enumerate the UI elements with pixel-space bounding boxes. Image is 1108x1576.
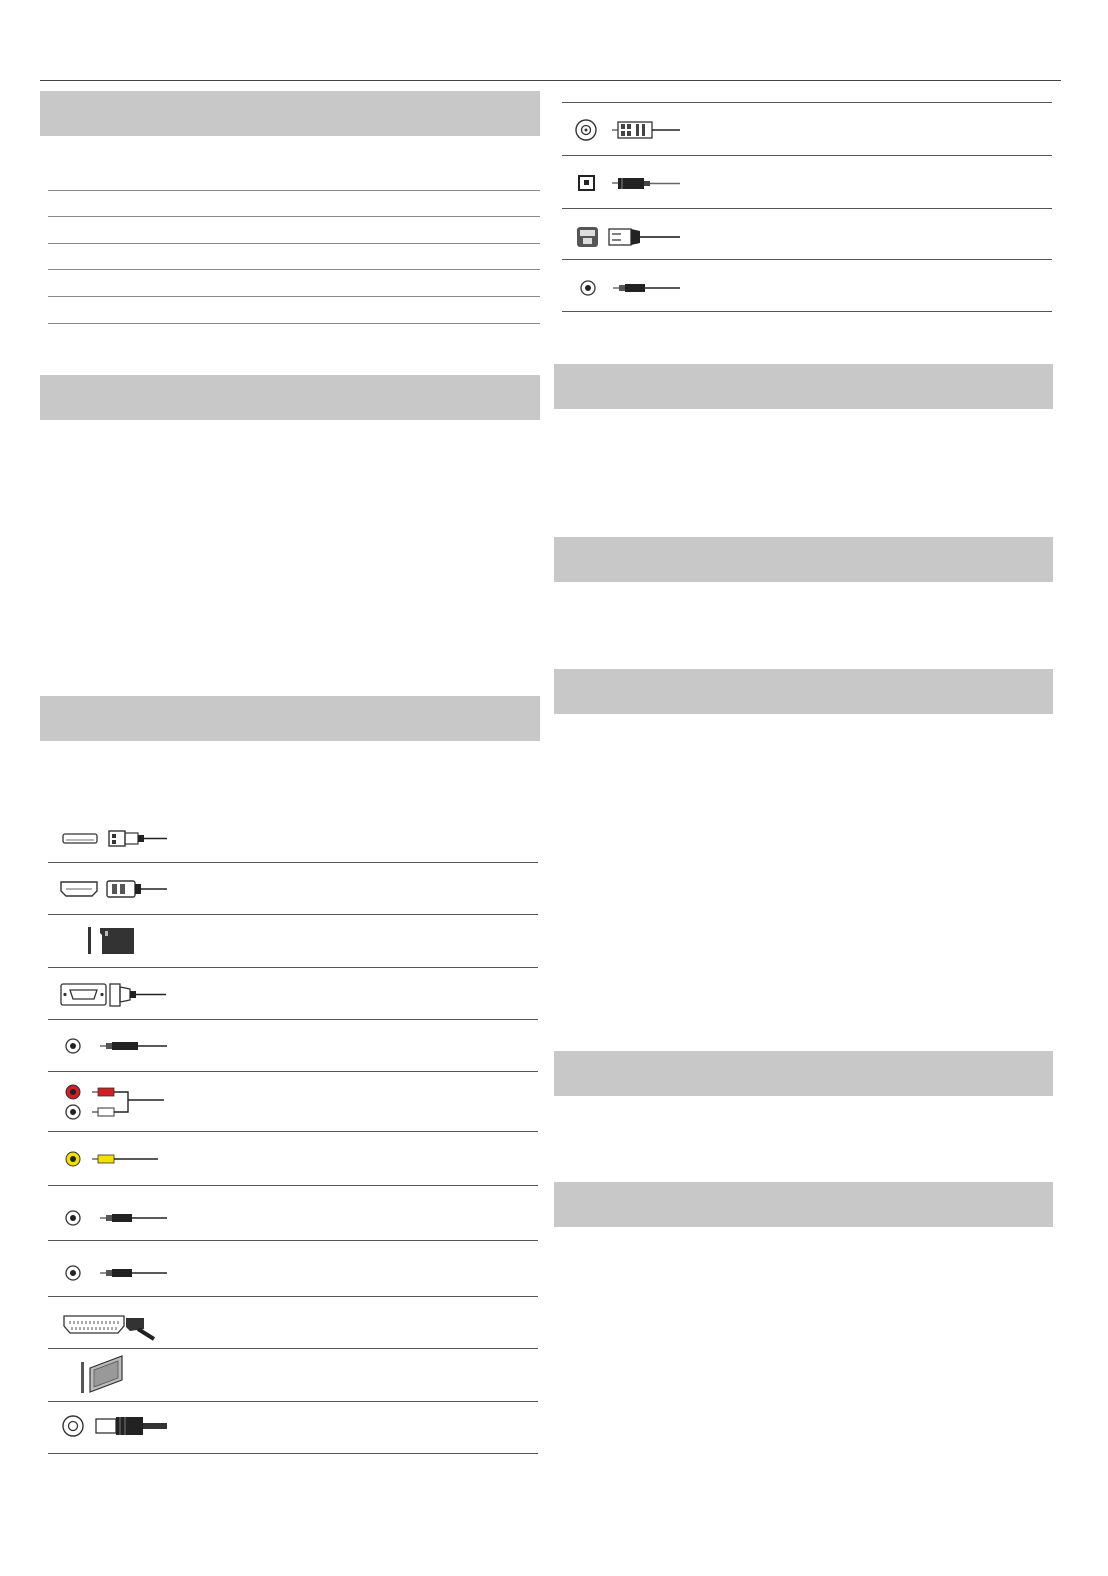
page-top-rule — [40, 80, 1061, 81]
optical-audio-icon — [578, 174, 688, 194]
audio-jack-icon — [64, 1209, 174, 1229]
table-divider — [562, 102, 1052, 103]
section-header-band-3 — [40, 696, 540, 741]
table-divider — [48, 296, 540, 297]
table-divider — [48, 1071, 538, 1072]
table-divider — [48, 1019, 538, 1020]
table-divider — [562, 311, 1052, 312]
vga-port-icon — [60, 982, 170, 1008]
table-divider — [562, 259, 1052, 260]
rca-audio-red-white-icon — [64, 1083, 174, 1123]
headphone-jack-icon — [579, 279, 689, 299]
section-header-band-7 — [554, 1051, 1053, 1096]
ci-card-slot-icon — [78, 1356, 138, 1396]
table-divider — [48, 1453, 538, 1454]
sd-card-slot-icon — [86, 926, 136, 956]
table-divider — [48, 967, 538, 968]
table-divider — [48, 1296, 538, 1297]
section-header-band-1 — [40, 91, 540, 136]
table-divider — [48, 862, 538, 863]
table-divider — [48, 190, 540, 191]
section-header-band-2 — [40, 375, 540, 420]
audio-jack-icon — [64, 1037, 174, 1057]
table-divider — [48, 243, 540, 244]
ethernet-lan-icon — [576, 225, 686, 249]
scart-port-icon — [62, 1313, 162, 1345]
section-header-band-5 — [554, 537, 1053, 582]
section-header-band-8 — [554, 1182, 1053, 1227]
table-divider — [48, 1348, 538, 1349]
table-divider — [48, 914, 538, 915]
table-divider — [562, 208, 1052, 209]
table-divider — [48, 1131, 538, 1132]
table-divider — [48, 1240, 538, 1241]
table-divider — [562, 155, 1052, 156]
section-header-band-6 — [554, 669, 1053, 714]
table-divider — [48, 1401, 538, 1402]
usb-port-icon — [62, 830, 172, 850]
audio-jack-icon — [64, 1264, 174, 1284]
table-divider — [48, 216, 540, 217]
table-divider — [48, 1185, 538, 1186]
section-header-band-4 — [554, 364, 1053, 409]
satellite-f-connector-icon — [574, 118, 684, 142]
table-divider — [48, 269, 540, 270]
hdmi-port-icon — [60, 878, 170, 900]
composite-video-yellow-icon — [64, 1150, 174, 1170]
antenna-coax-icon — [61, 1414, 171, 1440]
table-divider — [48, 323, 540, 324]
